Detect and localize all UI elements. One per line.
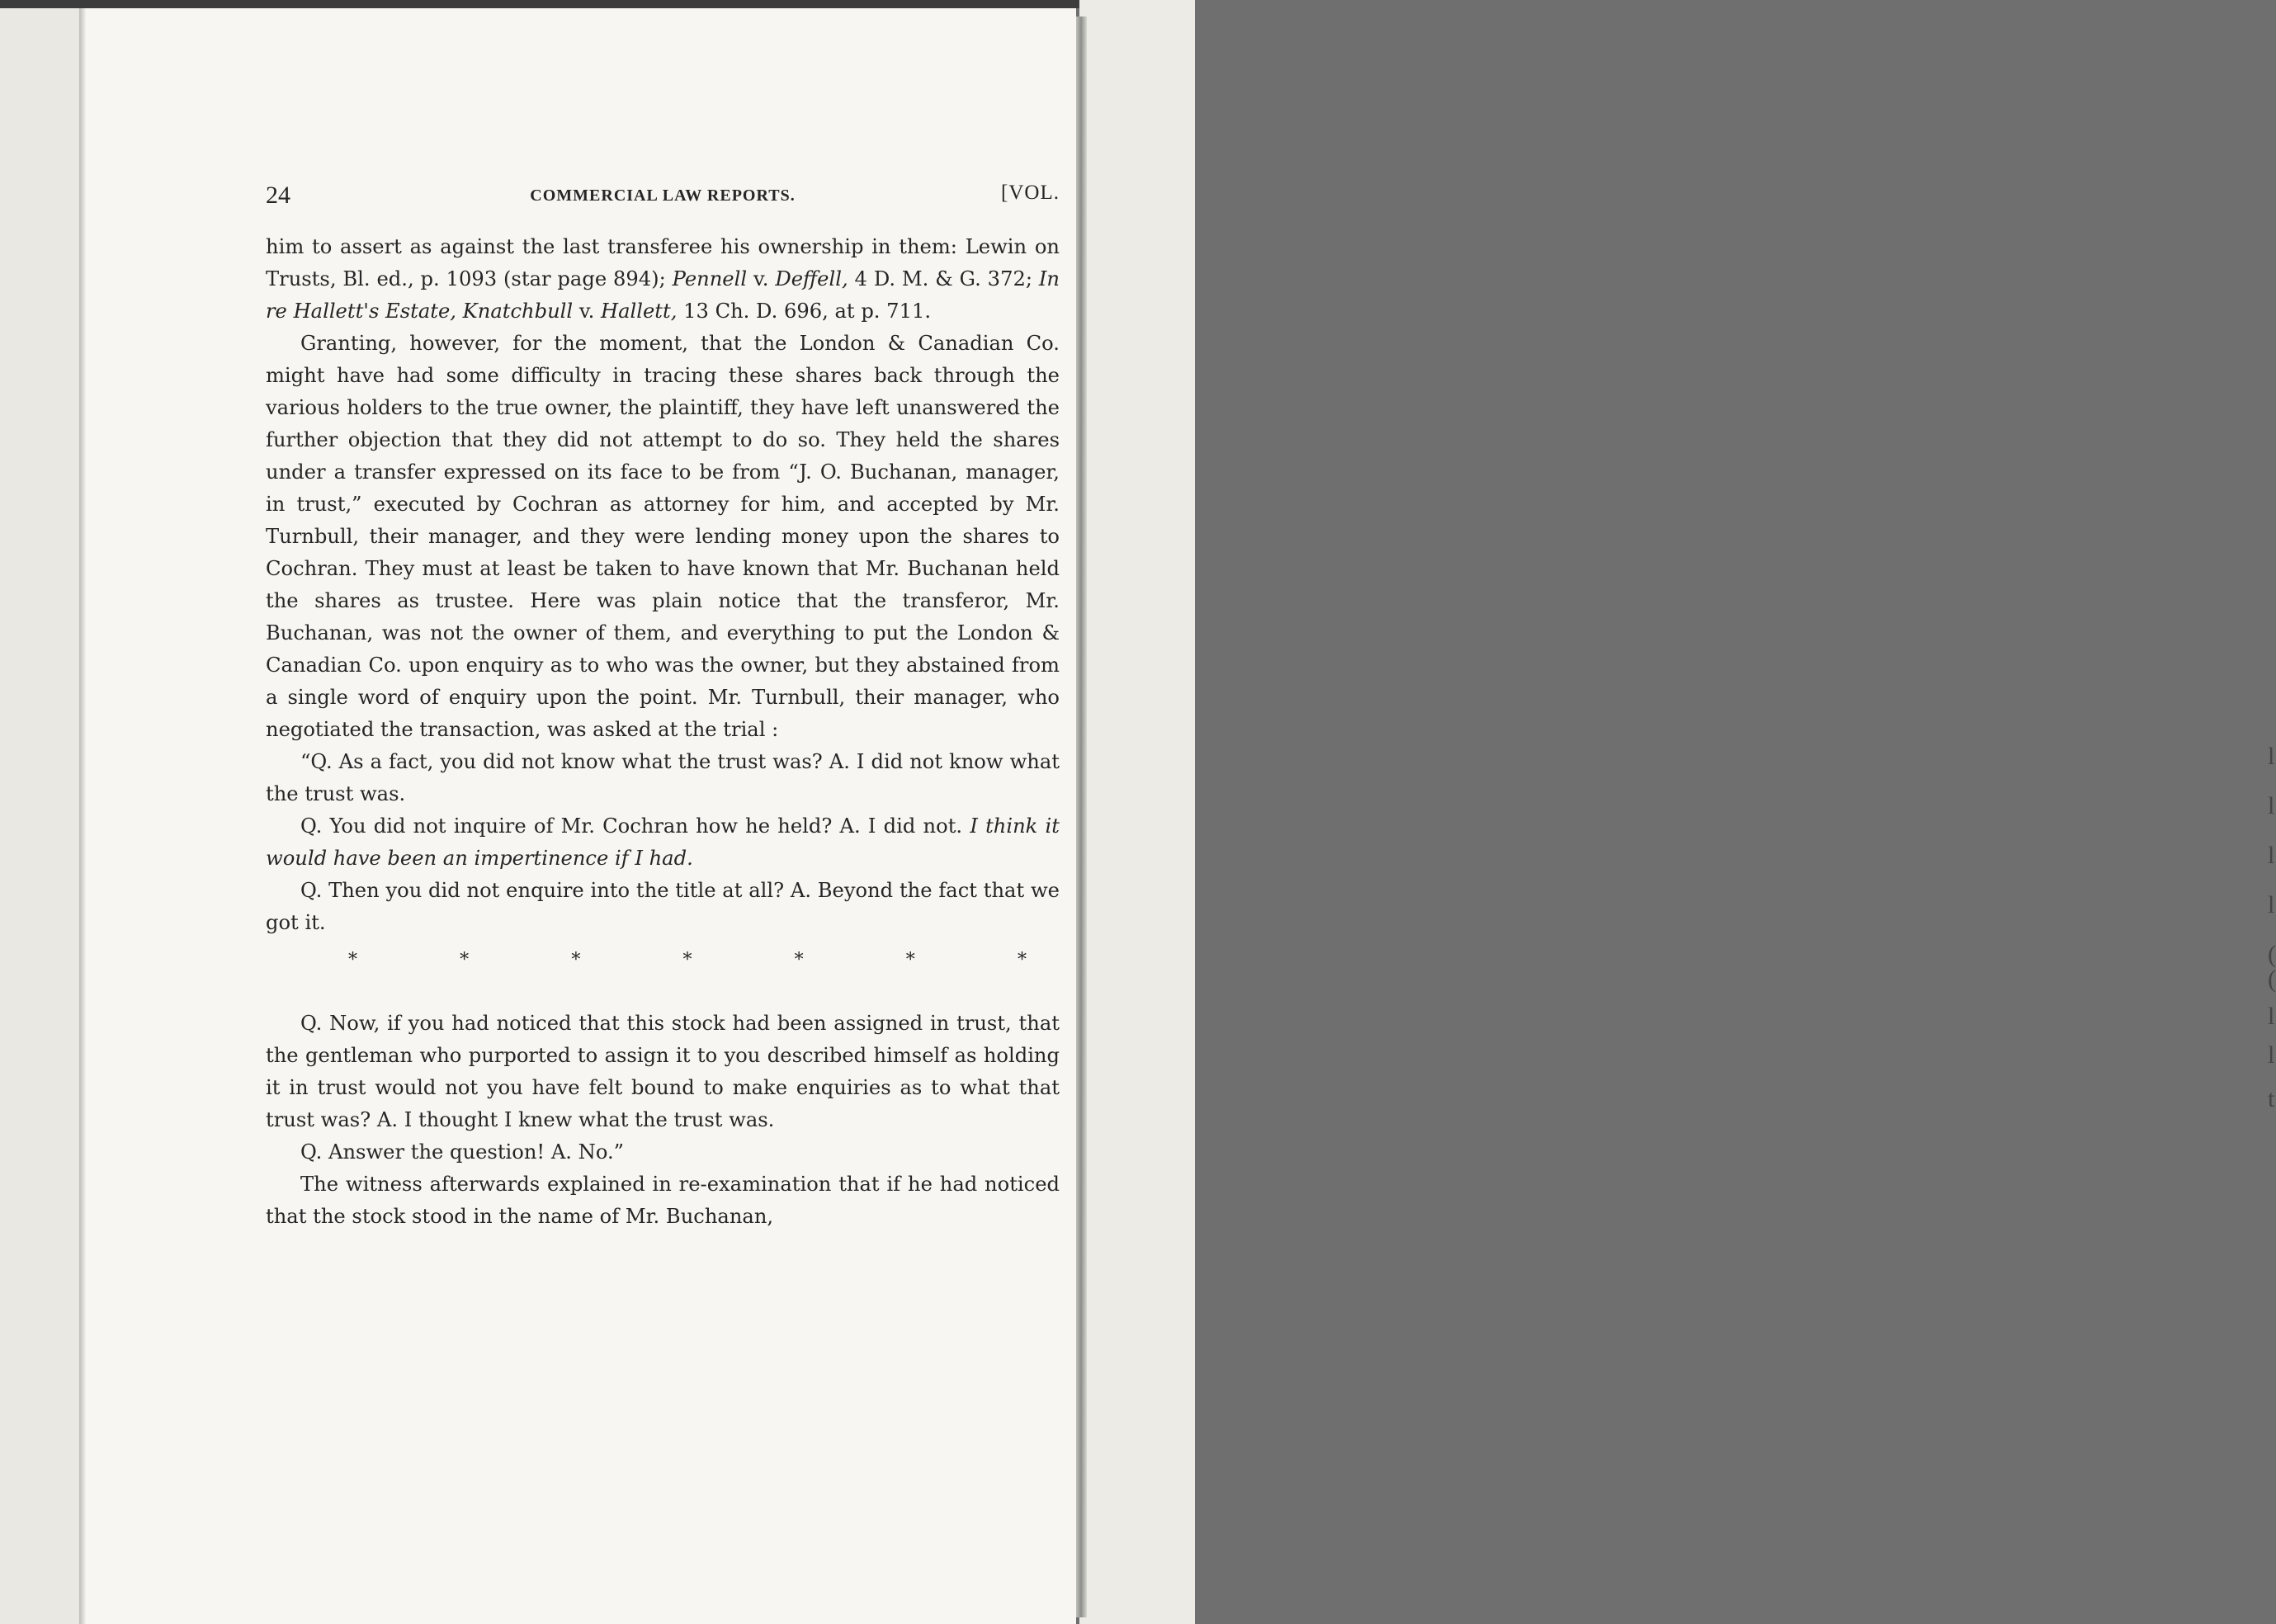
- star: *: [1017, 950, 1027, 970]
- case-name: Deffell,: [775, 267, 848, 290]
- book-page: [86, 8, 1076, 1624]
- testimony-q2: Q. You did not inquire of Mr. Cochran how he held? A. I did not. I think it would have been an impertinence if I had.: [266, 814, 1060, 870]
- scan-left-margin: [0, 8, 83, 1624]
- bleed-glyph: l: [2268, 1041, 2275, 1069]
- page-left-shadow: [79, 8, 86, 1624]
- page-right-edge: [1075, 17, 1087, 1617]
- star: *: [905, 950, 915, 970]
- running-head: [266, 173, 1060, 223]
- page-body: [266, 231, 1060, 1233]
- case-name: Pennell: [672, 267, 748, 290]
- star: *: [348, 950, 357, 970]
- testimony-q3: Q. Then you did not enquire into the title at all? A. Beyond the fact that we got it.: [266, 879, 1060, 934]
- emphasized-answer: I think it would have been an impertinence if I had.: [266, 814, 1060, 870]
- case-name: Hallett,: [600, 300, 678, 323]
- bleed-glyph: (: [2268, 965, 2276, 993]
- paragraph-granting: Granting, however, for the moment, that the London & Canadian Co. might have had some difficulty in tracing these shares back through the various holders to the true owner, the plaintiff, they have left unanswered the further objection that they did not attempt to do so. They held the shares under a transfer expressed on its face to be from “J. O. Buchanan, manager, in trust,” executed by Cochran as attorney for him, and accepted by Mr. Turnbull, their manager, and they were lending money upon the shares to Cochran. They must at least be taken to have known that Mr. Buchanan held the shares as trustee. Here was plain notice that the transferor, Mr. Buchanan, was not the owner of them, and everything to put the London & Canadian Co. upon enquiry as to who was the owner, but they abstained from a single word of enquiry upon the point. Mr. Turnbull, their manager, who negotiated the transaction, was asked at the trial :: [266, 332, 1060, 741]
- testimony-q1: “Q. As a fact, you did not know what the trust was? A. I did not know what the trust was.: [266, 750, 1060, 805]
- scan-top-border: [0, 0, 1195, 8]
- adjacent-page: [1079, 0, 2276, 1624]
- testimony-q4: Q. Now, if you had noticed that this stock had been assigned in trust, that the gentleman who purported to assign it to you described himself as holding it in trust would not you have felt bound to make enquiries as to what that trust was? A. I thought I knew what the trust was.: [266, 1012, 1060, 1131]
- volume-label: [VOL.: [1001, 182, 1060, 204]
- paragraph-citations: him to assert as against the last transferee his ownership in them: Lewin on Trusts, Bl. ed., p. 1093 (star page 894); Pennell v. Deffell, 4 D. M. & G. 372; In re Hallett's Estate, Knatchbull v. Hallett, 13 Ch. D. 696, at p. 711.: [266, 235, 1060, 323]
- bleed-glyph: l: [2268, 792, 2275, 819]
- bleed-glyph: (: [2268, 941, 2276, 968]
- star: *: [460, 950, 470, 970]
- bleed-glyph: t: [2268, 1085, 2275, 1112]
- star: *: [682, 950, 692, 970]
- case-name: In re Hallett's Estate, Knatchbull: [266, 267, 1060, 323]
- bleed-glyph: l: [2268, 743, 2275, 770]
- journal-title: COMMERCIAL LAW REPORTS.: [530, 186, 796, 205]
- ellipsis-stars: [266, 944, 1060, 976]
- bleed-glyph: l: [2268, 891, 2275, 918]
- page-number: 24: [266, 182, 290, 209]
- bleed-glyph: l: [2268, 842, 2275, 869]
- bleed-glyph: l: [2268, 1003, 2275, 1030]
- star: *: [794, 950, 804, 970]
- paragraph-witness: The witness afterwards explained in re-examination that if he had noticed that the stock stood in the name of Mr. Buchanan,: [266, 1173, 1060, 1228]
- star: *: [571, 950, 581, 970]
- testimony-q5: Q. Answer the question! A. No.”: [300, 1140, 625, 1164]
